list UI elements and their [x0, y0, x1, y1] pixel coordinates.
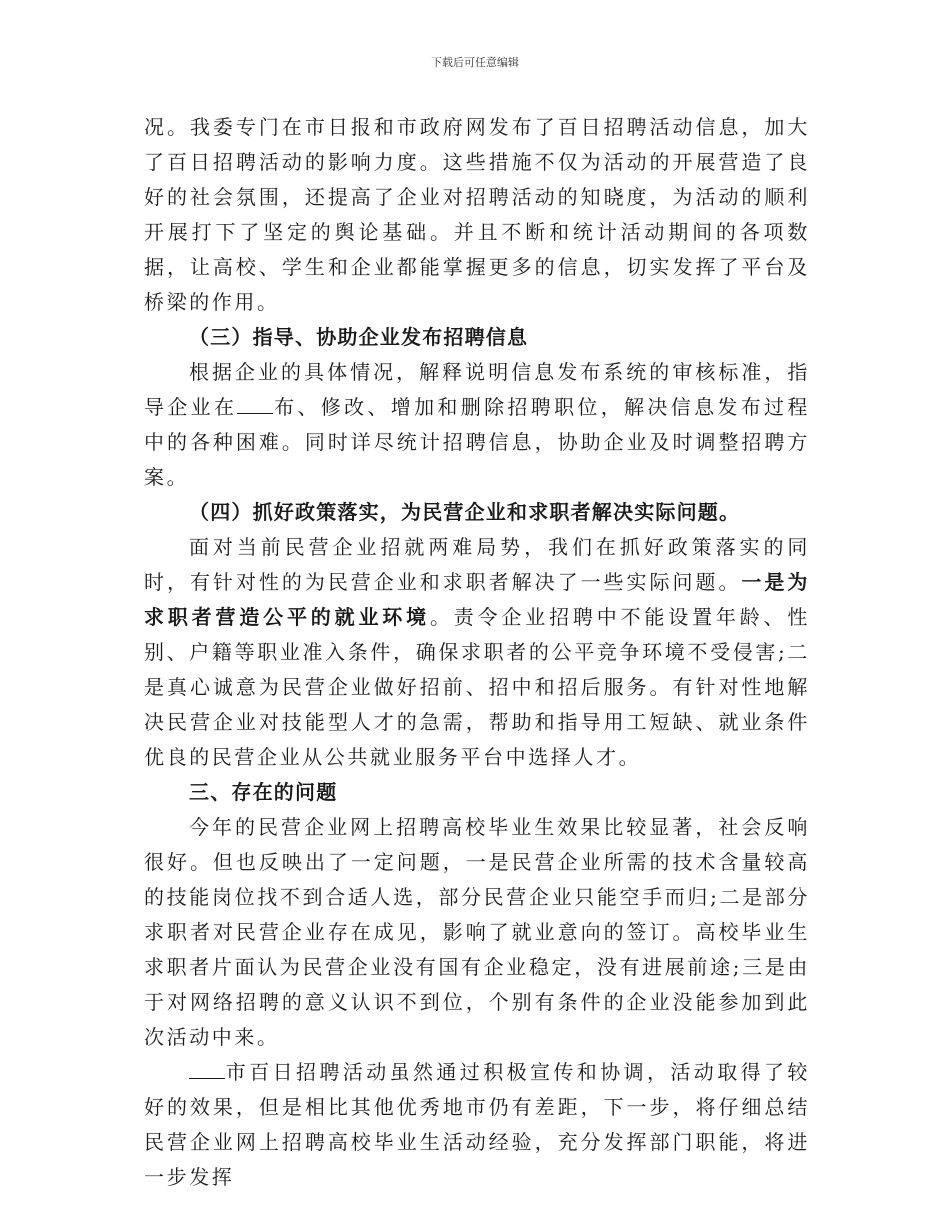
- paragraph-next-steps-text: 市百日招聘活动虽然通过积极宣传和协调，活动取得了较好的效果，但是相比其他优秀地市仍有差距，下一步，将仔细总结民营企业网上招聘高校毕业生活动经验，充分发挥部门职能，将进一步发挥: [144, 1060, 810, 1189]
- paragraph-policy-bold: 一是为求职者营造公平的就业环境: [144, 570, 810, 629]
- blank-underline: [189, 1060, 225, 1079]
- paragraph-guidance-end: 布、修改、增加和删除招聘职位，解决信息发布过程中的各种困难。同时详尽统计招聘信息，协助企业及时调整招聘方案。: [144, 395, 810, 489]
- section-heading-problems: 三、存在的问题: [189, 780, 338, 804]
- page-header-note: 下载后可任意编辑: [431, 56, 519, 69]
- paragraph-next-steps: [144, 1055, 810, 1195]
- subheading-three: （三）指导、协助企业发布招聘信息: [189, 325, 529, 349]
- subheading-four: （四）抓好政策落实，为民营企业和求职者解决实际问题。: [189, 500, 741, 524]
- paragraph-guidance: [144, 355, 810, 495]
- paragraph-policy-end: 。责令企业招聘中不能设置年龄、性别、户籍等职业准入条件，确保求职者的公平竞争环境不受侵害;二是真心诚意为民营企业做好招前、招中和招后服务。有针对性地解决民营企业对技能型人才的急需，帮助和指导用工短缺、就业条件优良的民营企业从公共就业服务平台中选择人才。: [144, 605, 810, 769]
- blank-underline: [237, 395, 273, 414]
- paragraph-continuation: 况。我委专门在市日报和市政府网发布了百日招聘活动信息，加大了百日招聘活动的影响力度。这些措施不仅为活动的开展营造了良好的社会氛围，还提高了企业对招聘活动的知晓度，为活动的顺利开展打下了坚定的舆论基础。并且不断和统计活动期间的各项数据，让高校、学生和企业都能掌握更多的信息，切实发挥了平台及桥梁的作用。: [144, 115, 810, 314]
- paragraph-problems: 今年的民营企业网上招聘高校毕业生效果比较显著，社会反响很好。但也反映出了一定问题，一是民营企业所需的技术含量较高的技能岗位找不到合适人选，部分民营企业只能空手而归;二是部分求职者对民营企业存在成见，影响了就业意向的签订。高校毕业生求职者片面认为民营企业没有国有企业稳定，没有进展前途;三是由于对网络招聘的意义认识不到位，个别有条件的企业没能参加到此次活动中来。: [144, 815, 810, 1049]
- paragraph-guidance-start: 根据企业的具体情况，解释说明信息发布系统的审核标准，指导企业在: [144, 360, 810, 419]
- paragraph-policy-start: 面对当前民营企业招就两难局势，我们在抓好政策落实的同时，有针对性的为民营企业和求职者解决了一些实际问题。: [144, 535, 810, 594]
- document-body: [144, 110, 810, 1195]
- paragraph-policy: [144, 530, 810, 775]
